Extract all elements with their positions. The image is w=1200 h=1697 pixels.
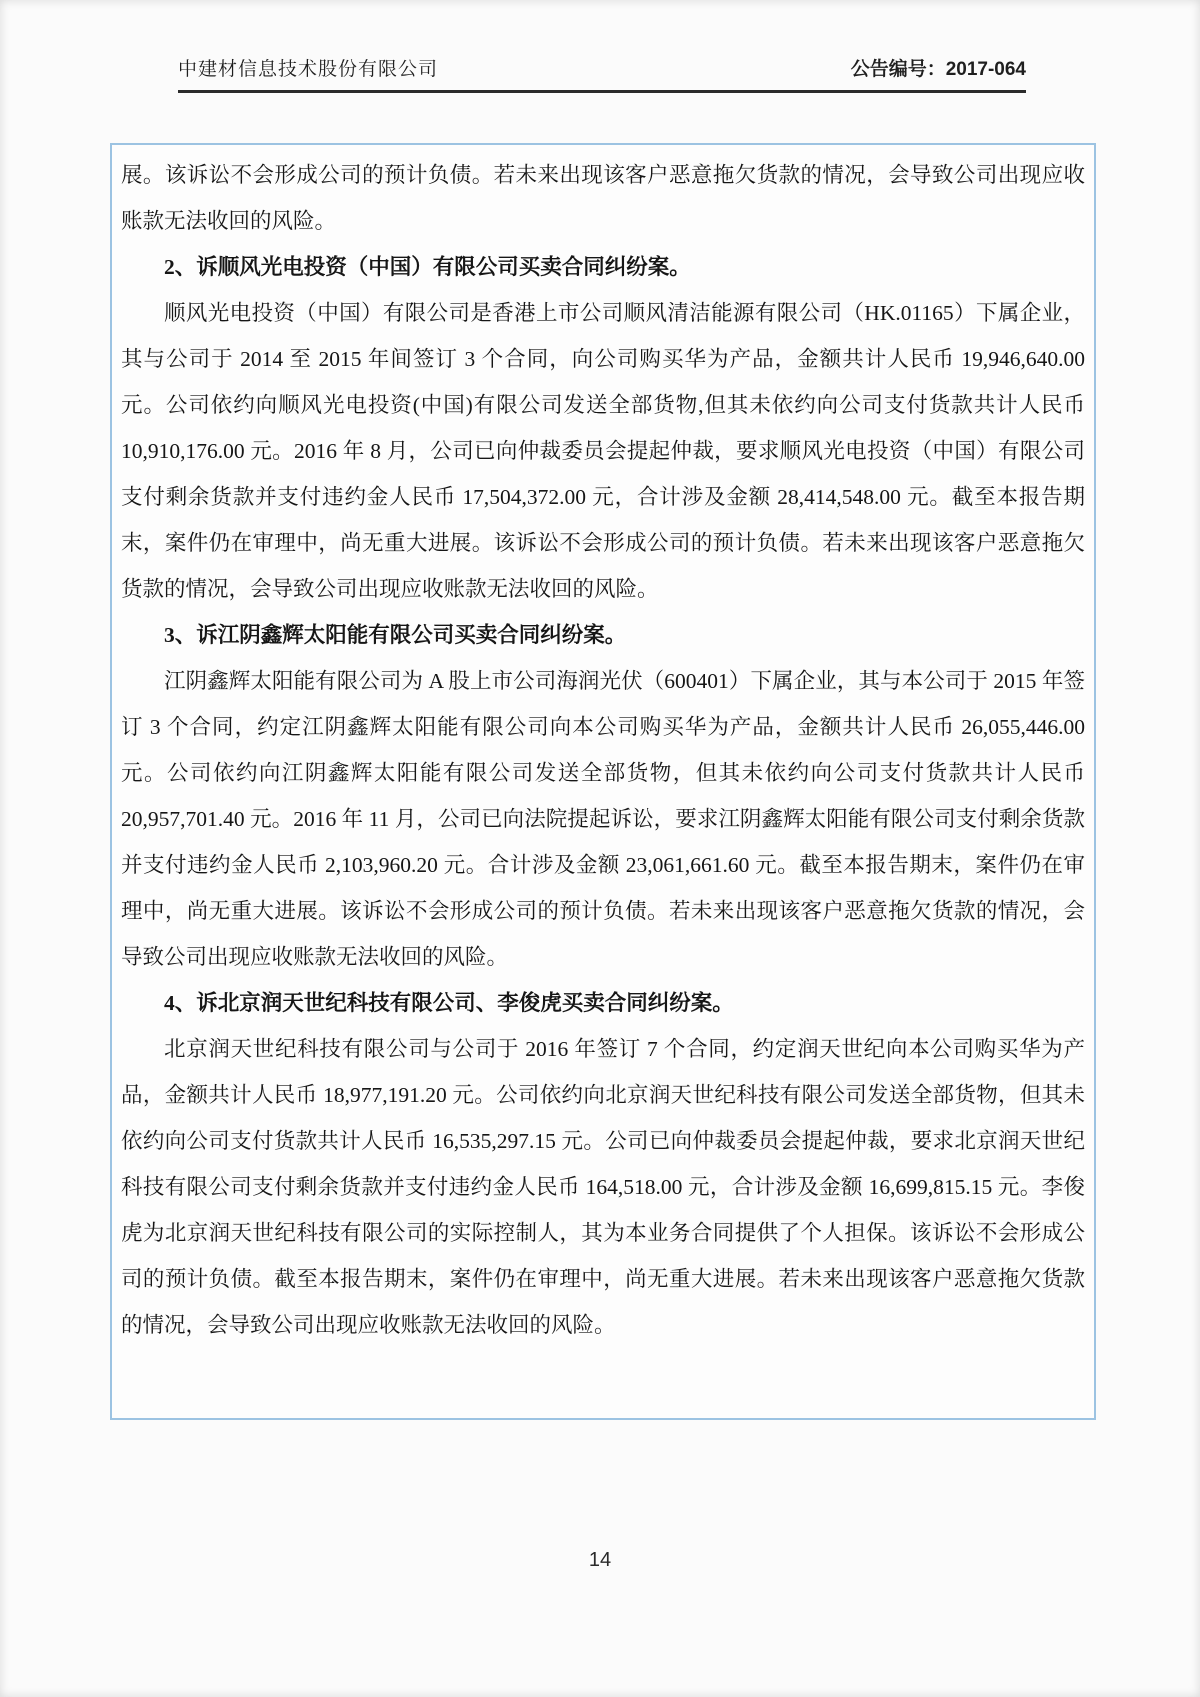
section-heading-case-2: 2、诉顺风光电投资（中国）有限公司买卖合同纠纷案。 [164, 255, 691, 279]
section-heading-case-4: 4、诉北京润天世纪科技有限公司、李俊虎买卖合同纠纷案。 [164, 991, 734, 1015]
page-footer [0, 1549, 1200, 1572]
section-heading-case-3: 3、诉江阴鑫辉太阳能有限公司买卖合同纠纷案。 [164, 623, 627, 647]
company-name: 中建材信息技术股份有限公司 [178, 59, 439, 80]
paragraph-case-2: 顺风光电投资（中国）有限公司是香港上市公司顺风清洁能源有限公司（HK.01165）下属企业，其与公司于 2014 至 2015 年间签订 3 个合同，向公司购买华为产品，金额共计人民币 19,946,640.00 元。公司依约向顺风光电投资(中国)有限公司发送全部货物,但其未依约向公司支付货款共计人民币 10,910,176.00 元。2016 年 8 月，公司已向仲裁委员会提起仲裁，要求顺风光电投资（中国）有限公司支付剩余货款并支付违约金人民币 17,504,372.00 元，合计涉及金额 28,414,548.00 元。截至本报告期末，案件仍在审理中，尚无重大进展。该诉讼不会形成公司的预计负债。若未来出现该客户恶意拖欠货款的情况，会导致公司出现应收账款无法收回的风险。 [121, 301, 1085, 601]
page-number: 14 [588, 1549, 612, 1571]
paragraph-case-4: 北京润天世纪科技有限公司与公司于 2016 年签订 7 个合同，约定润天世纪向本公司购买华为产品，金额共计人民币 18,977,191.20 元。公司依约向北京润天世纪科技有限公司发送全部货物，但其未依约向公司支付货款共计人民币 16,535,297.15 元。公司已向仲裁委员会提起仲裁，要求北京润天世纪科技有限公司支付剩余货款并支付违约金人民币 164,518.00 元，合计涉及金额 16,699,815.15 元。李俊虎为北京润天世纪科技有限公司的实际控制人，其为本业务合同提供了个人担保。该诉讼不会形成公司的预计负债。截至本报告期末，案件仍在审理中，尚无重大进展。若未来出现该客户恶意拖欠货款的情况，会导致公司出现应收账款无法收回的风险。 [121, 1037, 1085, 1337]
announcement-label: 公告编号： [850, 59, 946, 80]
paragraph-continuation: 展。该诉讼不会形成公司的预计负债。若未来出现该客户恶意拖欠货款的情况，会导致公司出现应收账款无法收回的风险。 [121, 163, 1085, 233]
page-header [178, 54, 1026, 93]
announcement-code: 2017-064 [945, 59, 1026, 80]
announcement-number [851, 54, 1026, 81]
content-border-box [110, 143, 1096, 1420]
paragraph-case-3: 江阴鑫辉太阳能有限公司为 A 股上市公司海润光伏（600401）下属企业，其与本公司于 2015 年签订 3 个合同，约定江阴鑫辉太阳能有限公司向本公司购买华为产品，金额共计人民币 26,055,446.00 元。公司依约向江阴鑫辉太阳能有限公司发送全部货物，但其未依约向公司支付货款共计人民币 20,957,701.40 元。2016 年 11 月，公司已向法院提起诉讼，要求江阴鑫辉太阳能有限公司支付剩余货款并支付违约金人民币 2,103,960.20 元。合计涉及金额 23,061,661.60 元。截至本报告期末，案件仍在审理中，尚无重大进展。该诉讼不会形成公司的预计负债。若未来出现该客户恶意拖欠货款的情况，会导致公司出现应收账款无法收回的风险。 [121, 669, 1085, 969]
